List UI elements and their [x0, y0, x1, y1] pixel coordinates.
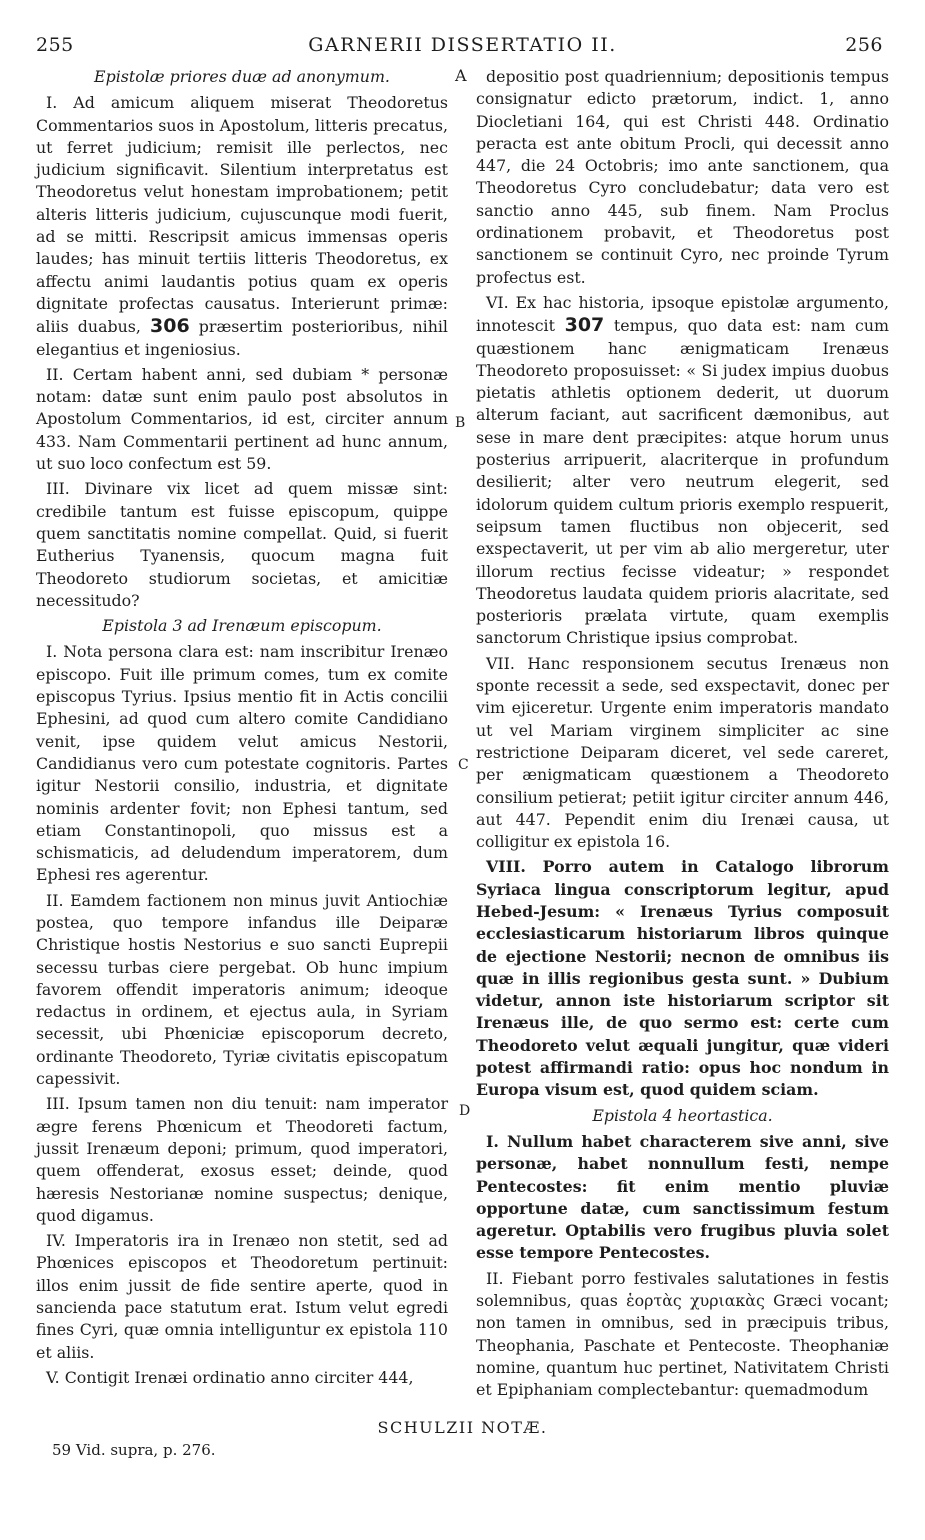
right-column [476, 66, 889, 1405]
page-number-left: 255 [36, 34, 74, 56]
paragraph: III. Divinare vix licet ad quem missæ sint: credibile tantum est fuisse episcopum, quippe quem sanctitatis nomine compellat. Quid, si fuerit Eutherius Tyanensis, quocum magna fuit Theodoreto studiorum societas, et amicitiæ necessitudo? [36, 479, 448, 610]
paragraph: II. Eamdem factionem non minus juvit Antiochiæ postea, quo tempore infandus ille Deiparæ Christique hostis Nestorius e suo sancti Euprepii secessu turbas ciere pergebat. Ob hunc impium favorem offendit imperatoris animum; ideoque redactus in ordinem, et ejectus aula, in Syriam secessit, ubi Phœniciæ episcoporum decreto, ordinante Theodoreto, Tyriæ civitatis episcopatum capessivit. [36, 890, 448, 1089]
page-number-right: 256 [845, 34, 883, 56]
margin-letter-d: D [459, 1103, 471, 1119]
paragraph-text: tempus, quo data est: nam cum quæstionem hanc ænigmaticam Irenæus Theodoreto proposuisset: « Si judex impius duobus pietatis athletis optionem dederit, ut duorum alterum faciant, aut sacrificent dæmonibus, aut sese in mare dent præcipites: atque horum unus posterius arripuerit, alacriterque in profundum desilierit; alter vero neutrum elegerit, sed idolorum quidem cultum prioris exemplo respuerit, seipsum tamen fluctibus non objecerit, sed exspectaverit, ut per vim ab alio mergeretur, uter illorum rectius fecisse videatur; » respondet Theodoretus laudata quidem prioris alacritate, sed posterioris prælata virtute, quam exemplis sanctorum Christique ipsius comprobat. [476, 316, 889, 648]
column-marker: 307 [564, 314, 605, 337]
margin-letter-a: A [455, 66, 467, 85]
column-marker: 306 [150, 315, 190, 338]
paragraph: IV. Imperatoris ira in Irenæo non stetit, sed ad Phœnices episcopos et Theodoretum pertinuit: illos enim jussit de fide sentire aperte, quod in sancienda pace statutum erat. Istum velut egredi fines Cyri, quæ omnia intelliguntur ex epistola 110 et aliis. [36, 1231, 448, 1362]
paragraph: VII. Hanc responsionem secutus Irenæus non sponte recessit a sede, sed exspectavit, donec per vim ejiceretur. Urgente enim imperatoris mandato ut vel Mariam virginem simpliciter ac sine restrictione Deiparam diceret, vel sede careret, per ænigmaticam quæstionem a Theodoreto consilium petierat; petiit igitur circiter annum 446, aut 447. Pependit enim diu Irenæi causa, ut colligitur ex epistola 16. [476, 653, 889, 852]
paragraph: II. Certam habent anni, sed dubiam * personæ notam: datæ sunt enim paulo post absolutos in Apostolum Commentarios, id est, circiter annum 433. Nam Commentarii pertinent ad hunc annum, ut suo loco confectum est 59. [36, 364, 448, 474]
notes-heading: SCHULZII NOTÆ. [377, 1418, 548, 1437]
section-heading: Epistola 3 ad Irenæum episcopum. [102, 616, 382, 636]
paragraph: III. Ipsum tamen non diu tenuit: nam imperator ægre ferens Phœnicum et Theodoreti factum, jussit Irenæum deponi; primum, quod imperatori, quem offenderat, exosus esset; deinde, quod hæresis Nestorianæ nomine suspectus; denique, quod digamus. [36, 1094, 448, 1225]
paragraph: VIII. Porro autem in Catalogo librorum Syriaca lingua conscriptorum legitur, apud Hebed-Jesum: « Irenæus Tyrius composuit ecclesiasticarum historiarum libros quinque de ejectione Nestorii; necnon de omnibus iis quæ in illis regionibus gesta sunt. » Dubium videtur, annon iste historiarum scriptor sit Irenæus ille, de quo sermo est: certe cum Theodoreto velut æquali jungitur, quæ videri potest affirmandi ratio: opus hoc nondum in Europa visum est, quod quidem sciam. [476, 857, 889, 1100]
paragraph [476, 292, 889, 650]
paragraph: V. Contigit Irenæi ordinatio anno circiter 444, [46, 1367, 414, 1387]
paragraph-text: I. Ad amicum aliquem miserat Theodoretus Commentarios suos in Apostolum, litteris precatus, ut ferret judicium; remisit ille perlectos, nec judicium significavit. Silentium interpretatus est Theodoretus velut honestam improbationem; petit alteris litteris judicium, cujuscunque modi fuerit, ad se mitti. Rescripsit amicus immensas operis laudes; has minuit tertiis litteris Theodoretus, ex affectu animi laudantis potius quam ex operis dignitate profectas causatus. Interierunt primæ: aliis duabus, [36, 93, 448, 337]
paragraph: I. Nota persona clara est: nam inscribitur Irenæo episcopo. Fuit ille primum comes, tum ex comite episcopus Tyrius. Ipsius mentio fit in Actis concilii Ephesini, ad quod cum altero comite Candidiano venit, ipse quidem velut amicus Nestorii, Candidianus vero cum potestate cognitoris. Partes igitur Nestorii consilio, industria, et dignitate nominis ardenter fovit; non Ephesi tantum, sed etiam Constantinopoli, quo missus est a schismaticis, ad deludendum imperatorem, dum Ephesi res agerentur. [36, 642, 448, 885]
running-title: GARNERII DISSERTATIO II. [308, 34, 617, 56]
margin-letter-c: C [458, 757, 469, 773]
footnote: 59 Vid. supra, p. 276. [52, 1441, 216, 1459]
paragraph: I. Nullum habet characterem sive anni, sive personæ, habet nonnullum festi, nempe Pentecostes: fit enim mentio pluviæ opportune datæ, cum sanctissimum festum ageretur. Optabilis vero frugibus pluvia solet esse tempore Pentecostes. [476, 1131, 889, 1263]
paragraph [36, 92, 448, 361]
paragraph: II. Fiebant porro festivales salutationes in festis solemnibus, quas ἑορτὰς χυριακὰς Græci vocant; non tamen in omnibus, sed in præcipuis tribus, Theophania, Paschate et Pentecoste. Theophaniæ nomine, quantum huc pertinet, Nativitatem Christi et Epiphaniam complectebantur: quemadmodum [476, 1268, 889, 1400]
left-column [36, 66, 448, 1392]
paragraph-text: præsertim posterioribus, nihil elegantius et ingeniosius. [36, 317, 448, 359]
paragraph-text: VI. Ex hac historia, ipsoque epistolæ argumento, innotescit [476, 292, 889, 336]
section-heading: Epistola 4 heortastica. [592, 1105, 773, 1125]
section-heading: Epistolæ priores duæ ad anonymum. [94, 67, 390, 86]
margin-letter-b: B [455, 415, 466, 431]
paragraph: depositio post quadriennium; depositionis tempus consignatur edicto prætorum, indict. 1, anno Diocletiani 164, qui est Christi 448. Ordinatio peracta est ante obitum Procli, qui decessit anno 447, die 24 Octobris; imo ante sanctionem, qua Theodoretus Cyro concludebatur; data vero est sanctio anno 445, sub finem. Nam Proclus ordinationem probavit, et Theodoretus post sanctionem se continuit Cyro, nec proinde Tyrum profectus est. [476, 67, 889, 287]
